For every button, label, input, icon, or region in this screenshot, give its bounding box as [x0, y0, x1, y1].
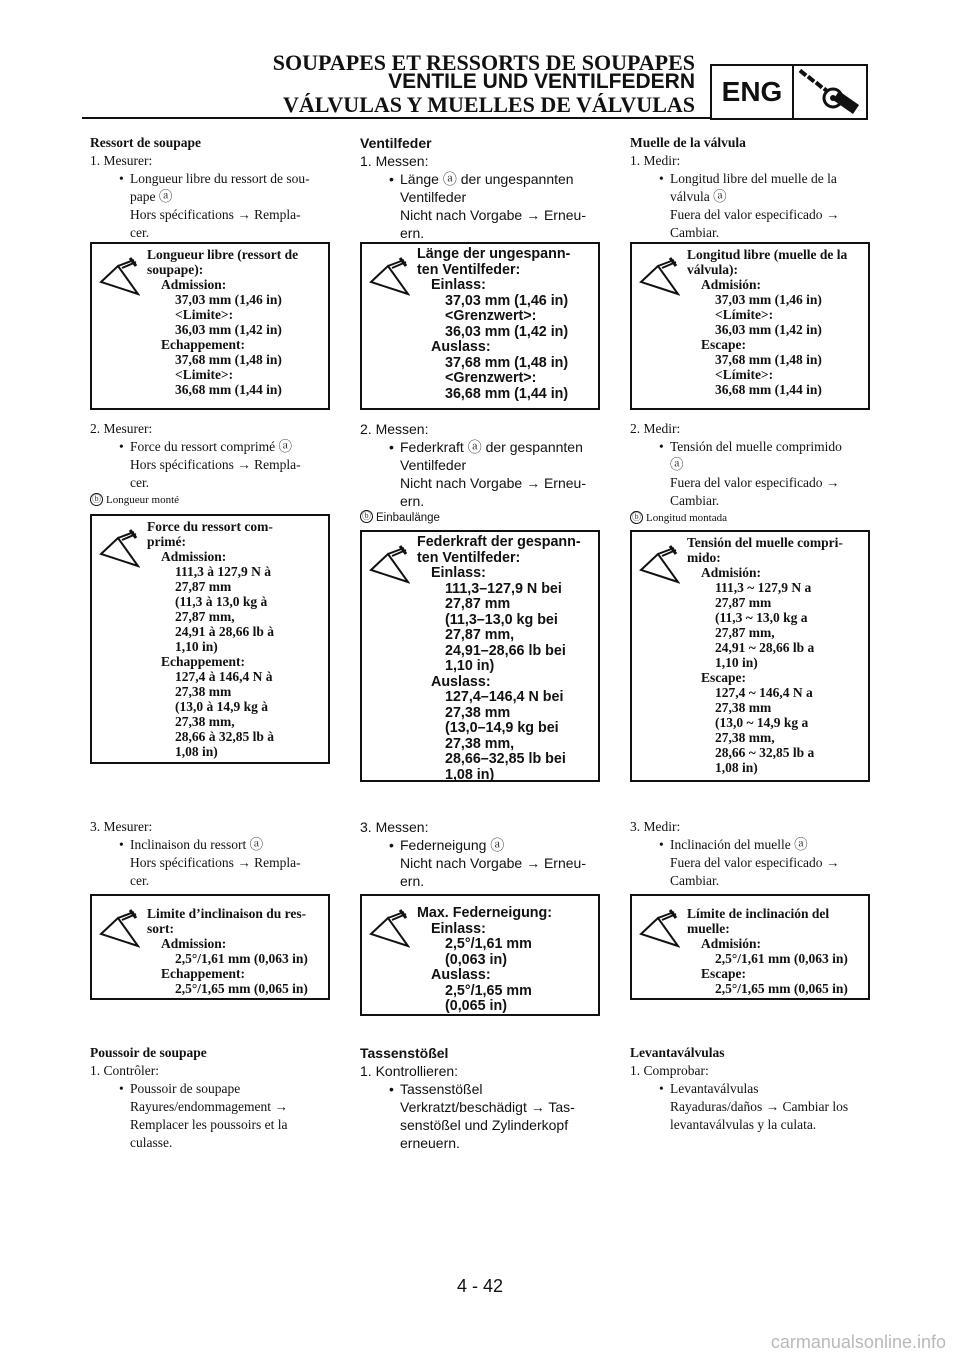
- spec-line: 1,08 in): [175, 744, 218, 759]
- es-spring-section: [630, 134, 870, 242]
- de-step2: 2. Messen:: [360, 421, 429, 437]
- spec-line: 37,68 mm (1,48 in): [715, 352, 822, 367]
- fr-lifter-line1: Rayures/endommagement →: [130, 1099, 288, 1114]
- fr-lifter-bullet: [90, 1080, 330, 1098]
- es-out-of-spec-3b: Cambiar.: [670, 873, 720, 888]
- spec-line: <Limite>:: [175, 307, 234, 322]
- eng-label: ENG: [712, 66, 794, 118]
- de-lifter-section: [360, 1044, 600, 1152]
- de-note-b: [360, 508, 600, 526]
- spec-line: 28,66 à 32,85 lb à: [175, 729, 275, 744]
- spec-line: ten Ventilfeder:: [417, 261, 521, 278]
- de-step2-bullet-cont: Ventilfeder: [400, 457, 467, 473]
- fr-out-of-spec-1b: cer.: [130, 225, 150, 240]
- de-lifter-line2: senstößel und Zylinderkopf: [400, 1117, 569, 1133]
- spec-line: 36,03 mm (1,42 in): [715, 322, 822, 337]
- title-de: VENTILE UND VENTILFEDERN: [388, 70, 695, 93]
- de-spec-box-free-length: [360, 242, 600, 410]
- de-step3-bullet-text: Federneigung ⓐ: [400, 837, 505, 853]
- bullet: •: [389, 837, 394, 853]
- title-es: VÁLVULAS Y MUELLES DE VÁLVULAS: [282, 92, 695, 117]
- spec-line: 27,87 mm,: [715, 625, 775, 640]
- bullet: •: [659, 1081, 664, 1096]
- fr-step1: 1. Mesurer:: [90, 153, 153, 168]
- spec-line: muelle:: [687, 921, 730, 936]
- spec-line: ten Ventilfeder:: [417, 549, 521, 566]
- spec-line: <Grenzwert>:: [445, 370, 537, 386]
- spec-line: 111,3–127,9 N bei: [445, 580, 562, 597]
- spec-line: 27,87 mm: [175, 579, 232, 594]
- spec-line: <Límite>:: [715, 307, 774, 322]
- fr-lifter-step: 1. Contrôler:: [90, 1063, 159, 1078]
- column-german: [360, 134, 600, 1244]
- eng-badge: [710, 64, 868, 120]
- spec-line: 27,87 mm: [715, 595, 772, 610]
- de-spec2-text: [417, 535, 594, 783]
- spec-line: 27,87 mm,: [175, 609, 235, 624]
- spec-line: (11,3 ~ 13,0 kg a: [715, 610, 808, 625]
- spec-line: 2,5°/1,61 mm: [445, 936, 532, 952]
- de-spec3-text: [417, 906, 594, 1015]
- spec-line: Tensión del muelle compri-: [687, 535, 843, 550]
- spec-line: Echappement:: [161, 654, 245, 669]
- fr-spec2-text: [147, 519, 324, 759]
- es-lifter-bullet: [630, 1080, 870, 1098]
- de-lifter-line3: erneuern.: [400, 1135, 460, 1151]
- spec-line: 24,91 ~ 28,66 lb a: [715, 640, 815, 655]
- fr-lifter-line3: culasse.: [130, 1135, 173, 1150]
- bullet: •: [389, 171, 394, 187]
- de-lifter-title: Tassenstößel: [360, 1045, 449, 1061]
- fr-spring-section: [90, 134, 330, 242]
- spec-line: 27,38 mm,: [715, 730, 775, 745]
- spec-line: 37,68 mm (1,48 in): [175, 352, 282, 367]
- fr-spec1-text: [147, 247, 324, 397]
- column-french: [90, 134, 330, 1244]
- fr-step2: 2. Mesurer:: [90, 421, 153, 436]
- spec-line: 37,68 mm (1,48 in): [445, 354, 569, 371]
- note-marker: ⓑ: [91, 493, 101, 504]
- es-out-of-spec-1: Fuera del valor especificado →: [670, 207, 840, 222]
- spec-line: Admisión:: [701, 565, 762, 580]
- spec-line: 36,68 mm (1,44 in): [715, 382, 822, 397]
- fr-step1-bullet: [90, 170, 330, 188]
- spec-line: (0,063 in): [445, 951, 507, 968]
- de-lifter-step: 1. Kontrollieren:: [360, 1063, 459, 1079]
- es-step1-bullet-cont: válvula ⓐ: [670, 189, 727, 204]
- es-step3: 3. Medir:: [630, 819, 681, 834]
- spec-line: (13,0 à 14,9 kg à: [175, 699, 269, 714]
- de-out-of-spec-1b: ern.: [400, 225, 425, 241]
- spec-line: Admission:: [161, 936, 227, 951]
- spec-line: 28,66 ~ 32,85 lb a: [715, 745, 815, 760]
- spec-line: 36,03 mm (1,42 in): [175, 322, 282, 337]
- fr-note-b: [90, 490, 330, 508]
- spec-line: Admisión:: [701, 936, 762, 951]
- spec-line: (13,0 ~ 14,9 kg a: [715, 715, 809, 730]
- spec-line: Auslass:: [431, 967, 491, 983]
- es-step1: 1. Medir:: [630, 153, 681, 168]
- es-lifter-line1: Rayaduras/daños → Cambiar los: [670, 1099, 849, 1114]
- spec-line: 27,38 mm: [445, 704, 511, 721]
- fr-out-of-spec-1: Hors spécifications → Rempla-: [130, 207, 301, 222]
- spec-line: Escape:: [701, 670, 746, 685]
- de-spring-title: Ventilfeder: [360, 135, 432, 151]
- spec-line: 24,91–28,66 lb bei: [445, 642, 566, 659]
- spec-line: 127,4 ~ 146,4 N a: [715, 685, 813, 700]
- spec-line: 2,5°/1,61 mm (0,063 in): [715, 951, 848, 966]
- de-step3-section: [360, 818, 600, 890]
- es-spec-box-free-length: [630, 242, 870, 410]
- engine-icon: [794, 66, 866, 118]
- spec-line: (11,3 à 13,0 kg à: [175, 594, 268, 609]
- es-step1-bullet-text: Longitud libre del muelle de la: [670, 171, 837, 186]
- de-lifter-line1: Verkratzt/beschädigt → Tas-: [400, 1099, 575, 1115]
- es-note-b: [630, 508, 870, 526]
- spec-line: Einlass:: [431, 277, 486, 293]
- es-step3-bullet: [630, 836, 870, 854]
- fr-step2-bullet-text: Force du ressort comprimé ⓐ: [130, 439, 292, 454]
- de-out-of-spec-3: Nicht nach Vorgabe → Erneu-: [400, 855, 586, 871]
- fr-out-of-spec-2b: cer.: [130, 475, 150, 490]
- specification-icon: [98, 528, 140, 570]
- bullet: •: [659, 439, 664, 454]
- fr-note-b-label: Longueur monté: [106, 494, 180, 506]
- bullet: •: [119, 1081, 124, 1096]
- spec-line: 1,08 in): [445, 766, 495, 783]
- es-out-of-spec-1b: Cambiar.: [670, 225, 720, 240]
- spec-line: Longitud libre (muelle de la: [687, 247, 848, 262]
- spec-line: 28,66–32,85 lb bei: [445, 751, 566, 767]
- es-spring-title: Muelle de la válvula: [630, 135, 746, 150]
- de-step1-bullet-text: Länge ⓐ der ungespannten: [400, 171, 574, 187]
- de-out-of-spec-2: Nicht nach Vorgabe → Erneu-: [400, 475, 586, 491]
- header-rule: [82, 117, 710, 119]
- spec-line: Echappement:: [161, 337, 245, 352]
- spec-line: Admission:: [161, 277, 227, 292]
- de-step1-bullet-cont: Ventilfeder: [400, 189, 467, 205]
- fr-out-of-spec-2: Hors spécifications → Rempla-: [130, 457, 301, 472]
- fr-step2-section: [90, 420, 330, 492]
- spec-line: 36,03 mm (1,42 in): [445, 323, 569, 340]
- de-spec-box-inclination: [360, 894, 600, 1016]
- spec-line: (0,065 in): [445, 998, 507, 1014]
- bullet: •: [659, 837, 664, 852]
- es-out-of-spec-2b: Cambiar.: [670, 493, 720, 508]
- spec-line: Echappement:: [161, 966, 245, 981]
- spec-line: Admission:: [161, 549, 227, 564]
- specification-icon: [368, 908, 410, 950]
- specification-icon: [638, 544, 680, 586]
- spec-line: 111,3 à 127,9 N à: [175, 564, 272, 579]
- de-step3-bullet: [360, 836, 600, 854]
- fr-out-of-spec-3: Hors spécifications → Rempla-: [130, 855, 301, 870]
- es-step2-bullet-cont: ⓐ: [670, 457, 684, 472]
- spec-line: 127,4–146,4 N bei: [445, 689, 564, 705]
- specification-icon: [638, 256, 680, 298]
- bullet: •: [389, 439, 394, 455]
- spec-line: válvula):: [687, 262, 739, 277]
- spec-line: mido:: [687, 550, 721, 565]
- fr-lifter-bullet-text: Poussoir de soupape: [130, 1081, 241, 1096]
- de-lifter-bullet: [360, 1080, 600, 1098]
- spec-line: 36,68 mm (1,44 in): [175, 382, 282, 397]
- es-spec-box-compressed-force: [630, 530, 870, 782]
- watermark: carmanualsonline.info: [770, 1332, 946, 1352]
- es-step3-section: [630, 818, 870, 890]
- spec-line: Escape:: [701, 337, 746, 352]
- fr-spec3-text: [147, 906, 324, 996]
- spec-line: <Grenzwert>:: [445, 308, 537, 324]
- fr-spec-box-inclination: [90, 894, 330, 1000]
- spec-line: Escape:: [701, 966, 746, 981]
- spec-line: Max. Federneigung:: [417, 905, 553, 921]
- spec-line: 37,03 mm (1,46 in): [445, 292, 569, 309]
- es-step2-section: [630, 420, 870, 510]
- spec-line: Límite de inclinación del: [687, 906, 830, 921]
- spec-line: Auslass:: [431, 339, 491, 355]
- de-step1-bullet: [360, 170, 600, 188]
- spec-line: soupape):: [147, 262, 204, 277]
- spec-line: 27,38 mm,: [445, 735, 515, 752]
- note-marker: ⓑ: [631, 511, 641, 522]
- spec-line: 27,87 mm: [445, 596, 511, 612]
- de-step1: 1. Messen:: [360, 153, 429, 169]
- es-out-of-spec-2: Fuera del valor especificado →: [670, 475, 840, 490]
- bullet: •: [119, 439, 124, 454]
- fr-step3-bullet: [90, 836, 330, 854]
- title-fr: SOUPAPES ET RESSORTS DE SOUPAPES: [272, 50, 695, 75]
- spec-line: Longueur libre (ressort de: [147, 247, 299, 262]
- de-out-of-spec-1: Nicht nach Vorgabe → Erneu-: [400, 207, 586, 223]
- fr-step3-bullet-text: Inclinaison du ressort ⓐ: [130, 837, 264, 852]
- spec-line: 1,08 in): [715, 760, 758, 775]
- es-lifter-section: [630, 1044, 870, 1134]
- spec-line: 127,4 à 146,4 N à: [175, 669, 273, 684]
- de-spec-box-compressed-force: [360, 530, 600, 782]
- bullet: •: [119, 171, 124, 186]
- specification-icon: [368, 256, 410, 298]
- column-spanish: [630, 134, 870, 1244]
- fr-step1-bullet-cont: pape ⓐ: [130, 189, 173, 204]
- fr-out-of-spec-3b: cer.: [130, 873, 150, 888]
- es-step1-bullet: [630, 170, 870, 188]
- spec-line: 27,38 mm: [175, 684, 232, 699]
- fr-spring-title: Ressort de soupape: [90, 135, 202, 150]
- fr-spec-box-compressed-force: [90, 514, 330, 764]
- es-note-b-label: Longitud montada: [646, 512, 727, 524]
- es-out-of-spec-3: Fuera del valor especificado →: [670, 855, 840, 870]
- spec-line: Einlass:: [431, 920, 486, 937]
- spec-line: Einlass:: [431, 565, 486, 581]
- es-step2-bullet-text: Tensión del muelle comprimido: [670, 439, 842, 454]
- spec-line: sort:: [147, 921, 174, 936]
- page-header: [0, 0, 960, 130]
- specification-icon: [98, 908, 140, 950]
- es-lifter-bullet-text: Levantaválvulas: [670, 1081, 759, 1096]
- spec-line: 27,38 mm,: [175, 714, 235, 729]
- es-lifter-line2: levantaválvulas y la culata.: [670, 1117, 817, 1132]
- es-step3-bullet-text: Inclinación del muelle ⓐ: [670, 837, 808, 852]
- spec-line: 2,5°/1,61 mm (0,063 in): [175, 951, 308, 966]
- es-lifter-title: Levantaválvulas: [630, 1045, 725, 1060]
- fr-spec-box-free-length: [90, 242, 330, 410]
- spec-line: 24,91 à 28,66 lb à: [175, 624, 275, 639]
- specification-icon: [368, 544, 410, 586]
- es-spec-box-inclination: [630, 894, 870, 1000]
- es-spec2-text: [687, 535, 864, 775]
- spec-line: 1,10 in): [445, 658, 495, 674]
- fr-step1-bullet-text: Longueur libre du ressort de sou-: [130, 171, 310, 186]
- specification-icon: [638, 908, 680, 950]
- de-step2-section: [360, 420, 600, 510]
- page-number: 4 - 42: [456, 1276, 504, 1296]
- de-spec1-text: [417, 247, 594, 402]
- spec-line: 27,38 mm: [715, 700, 772, 715]
- spec-line: 27,87 mm,: [445, 627, 515, 643]
- spec-line: Auslass:: [431, 673, 491, 690]
- de-out-of-spec-3b: ern.: [400, 873, 425, 889]
- specification-icon: [98, 256, 140, 298]
- spec-line: Force du ressort com-: [147, 519, 273, 534]
- es-step2: 2. Medir:: [630, 421, 681, 436]
- es-spec1-text: [687, 247, 864, 397]
- spec-line: 2,5°/1,65 mm (0,065 in): [715, 981, 848, 996]
- de-step3: 3. Messen:: [360, 819, 429, 835]
- es-lifter-step: 1. Comprobar:: [630, 1063, 709, 1078]
- spec-line: 37,03 mm (1,46 in): [175, 292, 282, 307]
- bullet: •: [389, 1081, 394, 1097]
- spec-line: Länge der ungespann-: [417, 246, 571, 262]
- de-lifter-bullet-text: Tassenstößel: [400, 1081, 483, 1097]
- de-note-b-label: Einbaulänge: [376, 512, 440, 524]
- note-marker: ⓑ: [361, 511, 371, 522]
- spec-line: 1,10 in): [175, 639, 218, 654]
- spec-line: (13,0–14,9 kg bei: [445, 720, 559, 736]
- spec-line: <Limite>:: [175, 367, 234, 382]
- fr-step3-section: [90, 818, 330, 890]
- spec-line: <Límite>:: [715, 367, 774, 382]
- spec-line: Federkraft der gespann-: [417, 534, 581, 550]
- spec-line: 36,68 mm (1,44 in): [445, 385, 569, 402]
- de-out-of-spec-2b: ern.: [400, 493, 425, 509]
- es-step2-bullet: [630, 438, 870, 456]
- spec-line: 111,3 ~ 127,9 N a: [715, 580, 812, 595]
- spec-line: (11,3–13,0 kg bei: [445, 611, 558, 628]
- fr-step3: 3. Mesurer:: [90, 819, 153, 834]
- spec-line: 2,5°/1,65 mm: [445, 982, 532, 999]
- fr-lifter-title: Poussoir de soupape: [90, 1045, 207, 1060]
- fr-step2-bullet: [90, 438, 330, 456]
- es-spec3-text: [687, 906, 864, 996]
- de-step2-bullet-text: Federkraft ⓐ der gespannten: [400, 439, 583, 455]
- de-spring-section: [360, 134, 600, 242]
- bullet: •: [659, 171, 664, 186]
- spec-line: 37,03 mm (1,46 in): [715, 292, 822, 307]
- fr-lifter-section: [90, 1044, 330, 1152]
- spec-line: Admisión:: [701, 277, 762, 292]
- spec-line: primé:: [147, 534, 186, 549]
- spec-line: 2,5°/1,65 mm (0,065 in): [175, 981, 308, 996]
- de-step2-bullet: [360, 438, 600, 456]
- fr-lifter-line2: Remplacer les poussoirs et la: [130, 1117, 288, 1132]
- bullet: •: [119, 837, 124, 852]
- spec-line: Limite d’inclinaison du res-: [147, 906, 307, 921]
- spec-line: 1,10 in): [715, 655, 758, 670]
